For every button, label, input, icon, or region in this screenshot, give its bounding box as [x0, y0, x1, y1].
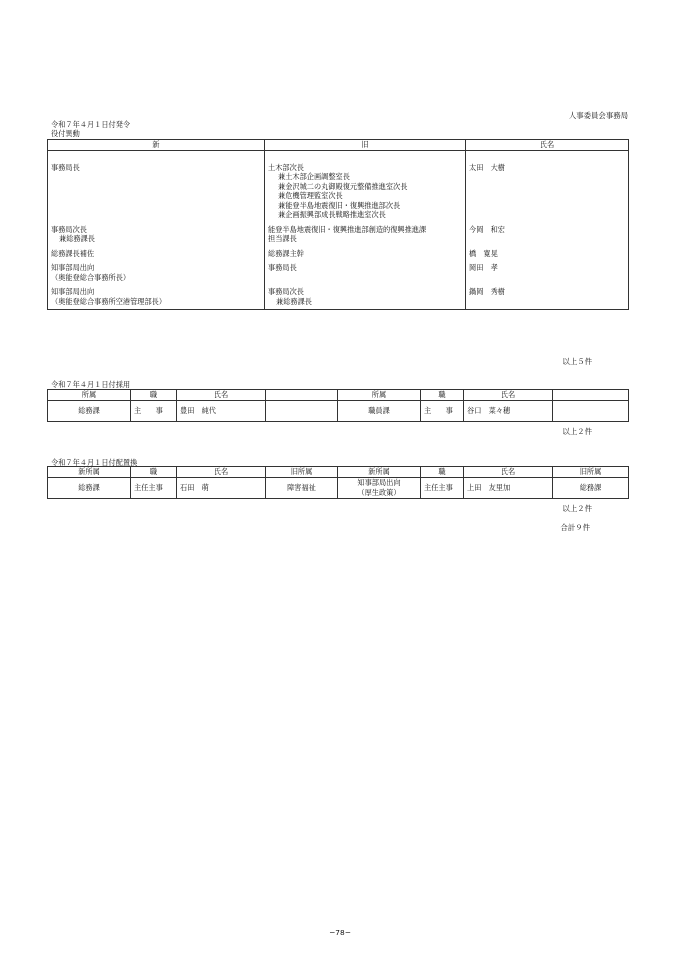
new-affiliation-line: （厚生政策） [357, 487, 401, 497]
col-header-name: 氏名 [177, 390, 266, 401]
old-position-line: 兼企画振興部成長戦略推進室次長 [278, 210, 386, 219]
section2-total: 以上２件 [562, 427, 592, 436]
new-position-line: （奥能登総合事務所空港管理部長） [51, 296, 167, 306]
name-cell: 橋 寛晃 [466, 246, 629, 261]
section1-subtitle: 役付異動 [51, 129, 80, 138]
old-affiliation-cell: 障害福祉 [266, 477, 338, 498]
col-header-old-affiliation: 旧所属 [553, 467, 629, 478]
name-cell: 太田 大樹 [466, 150, 629, 222]
new-position-cell [48, 284, 265, 310]
old-position-line: 事務局長 [268, 263, 297, 272]
new-affiliation-cell: 総務課 [48, 477, 131, 498]
old-position-line: 担当課長 [268, 234, 297, 243]
new-position-cell [48, 150, 265, 222]
new-affiliation-cell [338, 477, 421, 498]
new-position-cell [48, 222, 265, 246]
name-cell: 豊田 純代 [177, 400, 266, 421]
name-cell: 岡田 孝 [466, 260, 629, 284]
col-header-new: 新 [48, 140, 265, 151]
name-cell: 谷口 菜々穂 [464, 400, 553, 421]
title-cell: 主 事 [421, 400, 464, 421]
old-position-cell [265, 284, 466, 310]
section1-total: 以上５件 [562, 357, 592, 366]
name-cell: 上田 友里加 [464, 477, 553, 498]
blank-cell [266, 400, 338, 421]
title-cell: 主 事 [131, 400, 177, 421]
col-header-title: 職 [131, 467, 177, 478]
section2-date: 令和７年４月１日付採用 [51, 380, 131, 389]
table-row [48, 150, 629, 222]
table-row [48, 477, 629, 498]
old-position-cell [265, 260, 466, 284]
new-position-line: 事務局長 [51, 162, 80, 172]
title-cell: 主任主事 [131, 477, 177, 498]
old-position-line: 兼危機管理監室次長 [278, 191, 343, 200]
transfer-table [47, 466, 629, 499]
new-position-line: 知事部局出向 [51, 263, 95, 272]
old-position-line: 兼総務課長 [276, 296, 312, 306]
col-header-affiliation: 所属 [48, 390, 131, 401]
col-header-name: 氏名 [177, 467, 266, 478]
old-position-line: 事務局次長 [268, 287, 304, 296]
section1-date: 令和７年４月１日付発令 [51, 120, 131, 129]
new-affiliation-line: 知事部局出向 [357, 478, 401, 487]
old-position-line: 兼金沢城二の丸御殿復元整備推進室次長 [278, 181, 408, 191]
old-position-cell [265, 150, 466, 222]
col-header-blank [266, 390, 338, 401]
table-row [48, 222, 629, 246]
old-position-line: 兼能登半島地震復旧・復興推進部次長 [278, 200, 401, 210]
new-position-line: 事務局次長 [51, 224, 87, 234]
table-header-row [48, 467, 629, 478]
col-header-affiliation: 所属 [338, 390, 421, 401]
old-position-line: 能登半島地震復旧・復興推進部創造的復興推進課 [268, 224, 427, 234]
col-header-old: 旧 [265, 140, 466, 151]
section3-date: 令和７年４月１日付配置換 [51, 458, 138, 467]
title-cell: 主任主事 [421, 477, 464, 498]
name-cell: 鍋岡 秀樹 [466, 284, 629, 310]
promotion-table [47, 139, 629, 310]
table-header-row [48, 390, 629, 401]
new-position-line: （奥能登総合事務所長） [51, 272, 131, 282]
col-header-name: 氏名 [466, 140, 629, 151]
col-header-title: 職 [421, 390, 464, 401]
hiring-table [47, 389, 629, 422]
name-cell: 今岡 和宏 [466, 222, 629, 246]
col-header-blank [553, 390, 629, 401]
col-header-new-affiliation: 新所属 [48, 467, 131, 478]
old-position-line: 土木部次長 [268, 162, 304, 172]
new-position-cell [48, 246, 265, 261]
col-header-name: 氏名 [464, 467, 553, 478]
name-cell: 石田 萌 [177, 477, 266, 498]
col-header-new-affiliation: 新所属 [338, 467, 421, 478]
old-position-line: 兼土木部企画調整室長 [278, 172, 350, 181]
old-position-cell [265, 222, 466, 246]
department-label: 人事委員会事務局 [568, 111, 628, 120]
section3-total: 以上２件 [562, 504, 592, 513]
col-header-title: 職 [421, 467, 464, 478]
table-header-row [48, 140, 629, 151]
affiliation-cell: 職員課 [338, 400, 421, 421]
page-number: −78− [329, 928, 351, 937]
new-position-line: 兼総務課長 [59, 234, 95, 243]
table-row [48, 246, 629, 261]
table-row [48, 400, 629, 421]
old-position-line: 総務課主幹 [268, 248, 304, 258]
table-row [48, 260, 629, 284]
old-position-cell [265, 246, 466, 261]
col-header-name: 氏名 [464, 390, 553, 401]
grand-total: 合計９件 [560, 523, 590, 532]
old-affiliation-cell: 総務課 [553, 477, 629, 498]
new-position-line: 総務課長補佐 [51, 248, 95, 258]
new-position-line: 知事部局出向 [51, 287, 95, 296]
table-row [48, 284, 629, 310]
col-header-title: 職 [131, 390, 177, 401]
affiliation-cell: 総務課 [48, 400, 131, 421]
col-header-old-affiliation: 旧所属 [266, 467, 338, 478]
blank-cell [553, 400, 629, 421]
new-position-cell [48, 260, 265, 284]
